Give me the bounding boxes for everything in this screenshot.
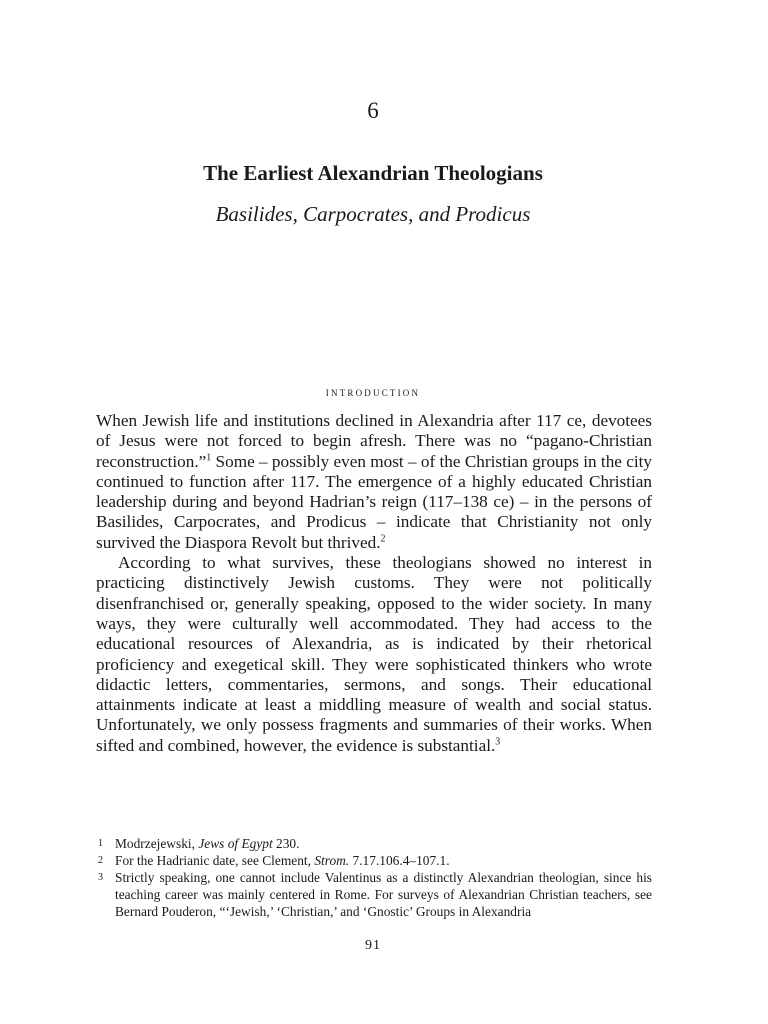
paragraph-2 bbox=[96, 553, 652, 756]
chapter-number: 6 bbox=[367, 98, 379, 123]
footnote-number: 3 bbox=[98, 872, 103, 883]
footnote-ref-2: 2 bbox=[380, 533, 386, 545]
footnote-title: Strom. bbox=[314, 853, 350, 868]
footnote-text-part: Modrzejewski, bbox=[115, 836, 199, 851]
footnote-1 bbox=[96, 835, 652, 852]
paragraph-1 bbox=[96, 411, 652, 553]
footnote-ref-1: 1 bbox=[206, 451, 212, 463]
chapter-title: The Earliest Alexandrian Theologians bbox=[203, 161, 543, 185]
footnote-3 bbox=[96, 869, 652, 920]
footnotes bbox=[96, 835, 652, 920]
footnote-number: 2 bbox=[98, 855, 103, 866]
page-number: 91 bbox=[365, 938, 381, 953]
chapter-subtitle: Basilides, Carpocrates, and Prodicus bbox=[215, 202, 531, 226]
footnote-title: Jews of Egypt bbox=[198, 836, 273, 851]
footnote-ref-3: 3 bbox=[495, 736, 501, 748]
footnote-text-part: 230. bbox=[272, 836, 300, 851]
footnote-2 bbox=[96, 852, 652, 869]
paragraph-1-text: When Jewish life and institutions declined in Alexandria after 117 ce, devotees of Jesus were not forced to begin afresh. There was no “pagano-Christian reconstruction.” bbox=[96, 411, 652, 471]
paragraph-2-text: According to what survives, these theologians showed no interest in practicing distinctively Jewish customs. They were not politically disenfranchised or, generally speaking, opposed to the wider society. In many ways, they were culturally well accommodated. They had access to the educational resources of Alexandria, as is indicated by their rhetorical proficiency and exegetical skill. They were sophisticated thinkers who wrote didactic letters, commentaries, sermons, and songs. Their educational attainments indicate at least a middling measure of wealth and social status. Unfortunately, we only possess fragments and summaries of their works. When sifted and combined, however, the evidence is substantial. bbox=[96, 553, 652, 755]
paragraph-1-text-cont: Some – possibly even most – of the Christian groups in the city continued to function after 117. The emergence of a highly educated Christian leadership during and beyond Hadrian’s reign (117–138 ce) – in the persons of Basilides, Carpocrates, and Prodicus – indicate that Christianity not only survived the Diaspora Revolt but thrived. bbox=[96, 451, 652, 552]
footnote-text-part: For the Hadrianic date, see Clement, bbox=[115, 853, 315, 868]
body-text bbox=[96, 411, 652, 756]
footnote-text: Strictly speaking, one cannot include Valentinus as a distinctly Alexandrian theologian, since his teaching career was mainly centered in Rome. For surveys of Alexandrian Christian teachers, see Bernard Pouderon, “‘Jewish,’ ‘Christian,’ and ‘Gnostic’ Groups in Alexandria bbox=[115, 870, 652, 919]
section-heading: introduction bbox=[325, 384, 421, 399]
footnote-number: 1 bbox=[98, 838, 103, 849]
footnote-text-part: 7.17.106.4–107.1. bbox=[349, 853, 450, 868]
footnote-text bbox=[115, 835, 652, 852]
footnote-text bbox=[115, 852, 652, 869]
